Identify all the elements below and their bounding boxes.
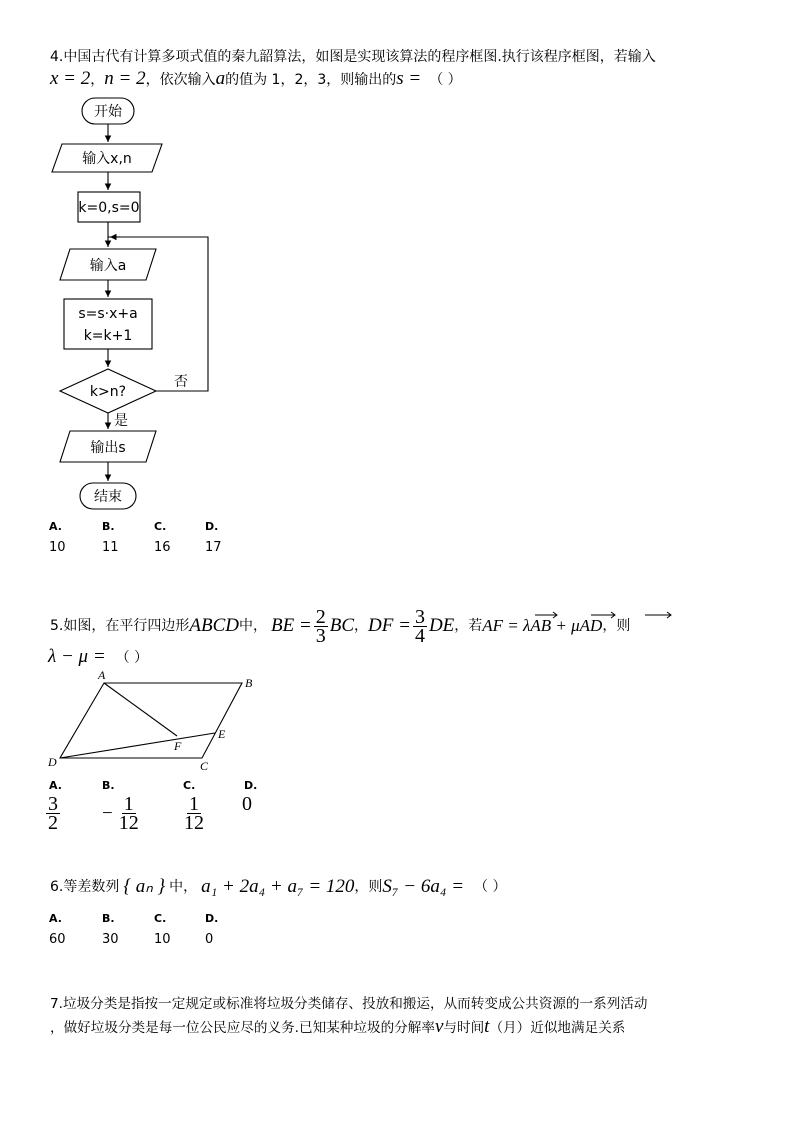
q7-stem-line2 bbox=[50, 1018, 625, 1037]
parallelogram-abcd bbox=[60, 683, 242, 758]
q5-option-a-label: A. bbox=[49, 779, 62, 792]
flow-cond-text: k>n? bbox=[89, 384, 127, 400]
q5-stem-line2 bbox=[48, 648, 148, 667]
q5-vector-arrows bbox=[533, 608, 683, 620]
point-d-label: D bbox=[48, 755, 57, 769]
q4-paren: （ ） bbox=[429, 72, 462, 88]
q5-option-c-label: C. bbox=[183, 779, 196, 792]
q4-option-d-label: D. bbox=[205, 520, 219, 533]
q4-option-c-value: 16 bbox=[154, 540, 171, 555]
q7-v-var: v bbox=[434, 1016, 444, 1037]
point-b-label: B bbox=[245, 676, 253, 690]
q5-option-c-den: 12 bbox=[184, 812, 204, 834]
q5-vector-eq: AF = λAB + μAD bbox=[482, 616, 603, 635]
q5-then: ，则 bbox=[602, 618, 631, 634]
q6-option-b-value: 30 bbox=[102, 932, 119, 947]
q6-option-d-label: D. bbox=[205, 912, 219, 925]
q5-df-frac bbox=[413, 605, 427, 647]
q4-option-b-value: 11 bbox=[102, 540, 119, 555]
q5-option-d-value: 0 bbox=[242, 793, 252, 815]
q4-option-a-label: A. bbox=[49, 520, 62, 533]
q6-option-d-value: 0 bbox=[205, 932, 214, 947]
q4-option-a-value: 10 bbox=[49, 540, 66, 555]
q5-be-right: BC bbox=[329, 615, 355, 636]
q4-flowchart bbox=[40, 92, 240, 512]
q5-option-c-value bbox=[182, 795, 206, 832]
q5-option-a-frac bbox=[46, 795, 60, 832]
q4-x-eq: x = 2 bbox=[50, 68, 91, 89]
q7-t-var: t bbox=[484, 1016, 490, 1037]
flow-yes-label: 是 bbox=[114, 413, 128, 429]
q5-be-den: 3 bbox=[315, 624, 326, 647]
q5-be-left: BE = bbox=[270, 615, 312, 636]
q4-option-c-label: C. bbox=[154, 520, 167, 533]
point-e-label: E bbox=[218, 727, 226, 741]
q5-option-b-num: 1 bbox=[123, 793, 134, 815]
q5-option-b-label: B. bbox=[102, 779, 115, 792]
q5-abcd: ABCD bbox=[189, 615, 239, 636]
q5-prefix: 5.如图，在平行四边形 bbox=[50, 618, 190, 634]
flow-proc-1-text: s=s·x+a bbox=[78, 306, 138, 322]
q6-paren: （ ） bbox=[474, 879, 507, 895]
q4-sep: ， bbox=[90, 72, 105, 88]
q6-expression: S₇ − 6a₄ = bbox=[382, 876, 465, 897]
q4-stem-line2 bbox=[50, 70, 462, 89]
flow-output-text: 输出s bbox=[90, 440, 126, 456]
point-c-label: C bbox=[200, 759, 209, 773]
q4-a-var: a bbox=[215, 68, 226, 89]
q4-text-d: ，依次输入 bbox=[145, 72, 216, 88]
q6-prefix: 6.等差数列 bbox=[50, 879, 120, 895]
q5-df-right: DE bbox=[428, 615, 455, 636]
segment-de bbox=[60, 733, 215, 758]
flow-input-xn-text: 输入x,n bbox=[82, 151, 132, 167]
q5-df-num: 3 bbox=[414, 605, 425, 628]
flow-proc-2-text: k=k+1 bbox=[83, 328, 133, 344]
q5-option-b-sign: − bbox=[102, 802, 113, 824]
flow-no-label: 否 bbox=[174, 374, 188, 390]
q5-if-word: ，若 bbox=[454, 618, 483, 634]
q6-option-a-value: 60 bbox=[49, 932, 66, 947]
q4-text-f: 的值为 1，2，3，则输出的 bbox=[225, 72, 397, 88]
q6-option-a-label: A. bbox=[49, 912, 62, 925]
q5-df-left: DF = bbox=[368, 615, 411, 636]
q7-text-a: ，做好垃圾分类是每一位公民应尽的义务.已知某种垃圾的分解率 bbox=[50, 1020, 435, 1036]
q4-option-d-value: 17 bbox=[205, 540, 222, 555]
q6-option-c-value: 10 bbox=[154, 932, 171, 947]
q6-mid: 中， bbox=[169, 879, 198, 895]
q5-paren: （ ） bbox=[115, 650, 149, 666]
q5-option-d-label: D. bbox=[244, 779, 258, 792]
q5-parallelogram-figure bbox=[44, 668, 264, 774]
q4-n-eq: n = 2 bbox=[104, 68, 146, 89]
q4-stem-line1: 4.中国古代有计算多项式值的秦九韶算法，如图是实现该算法的程序框图.执行该程序框图，若输入 bbox=[50, 49, 656, 65]
flow-init-text: k=0,s=0 bbox=[78, 200, 140, 216]
q5-option-a-den: 2 bbox=[48, 812, 58, 834]
q6-sequence: { aₙ } bbox=[123, 876, 166, 897]
q5-option-c-frac bbox=[182, 795, 206, 832]
q5-be-frac bbox=[314, 605, 328, 647]
q6-equation: a₁ + 2a₄ + a₇ = 120 bbox=[201, 876, 355, 897]
q4-s-eq: s = bbox=[396, 68, 422, 89]
flow-input-a-text: 输入a bbox=[89, 258, 127, 274]
q5-lambda-mu: λ − μ = bbox=[48, 646, 106, 667]
q5-be-num: 2 bbox=[315, 605, 326, 628]
point-a-label: A bbox=[98, 668, 106, 682]
q5-mid: 中， bbox=[238, 618, 267, 634]
q5-option-b-frac bbox=[117, 795, 141, 832]
q7-text-c: （月）近似地满足关系 bbox=[489, 1020, 626, 1036]
q7-text-b: 与时间 bbox=[443, 1020, 485, 1036]
flow-end-text: 结束 bbox=[94, 489, 122, 505]
flow-start-text: 开始 bbox=[94, 104, 122, 120]
q5-option-a-num: 3 bbox=[48, 793, 58, 815]
q5-df-den: 4 bbox=[414, 624, 425, 647]
q6-option-b-label: B. bbox=[102, 912, 115, 925]
segment-af bbox=[104, 683, 177, 736]
q5-option-b-value bbox=[102, 795, 141, 832]
q7-stem-line1: 7.垃圾分类是指按一定规定或标准将垃圾分类储存、投放和搬运，从而转变成公共资源的一系列活动 bbox=[50, 996, 648, 1012]
q5-option-c-num: 1 bbox=[189, 793, 199, 815]
q6-option-c-label: C. bbox=[154, 912, 167, 925]
q6-stem bbox=[50, 878, 506, 896]
q5-option-a-value bbox=[46, 795, 60, 832]
q6-then: ，则 bbox=[354, 879, 383, 895]
q4-option-b-label: B. bbox=[102, 520, 115, 533]
q5-sep: ， bbox=[354, 618, 369, 634]
q5-option-b-den: 12 bbox=[118, 812, 139, 834]
point-f-label: F bbox=[174, 739, 182, 753]
